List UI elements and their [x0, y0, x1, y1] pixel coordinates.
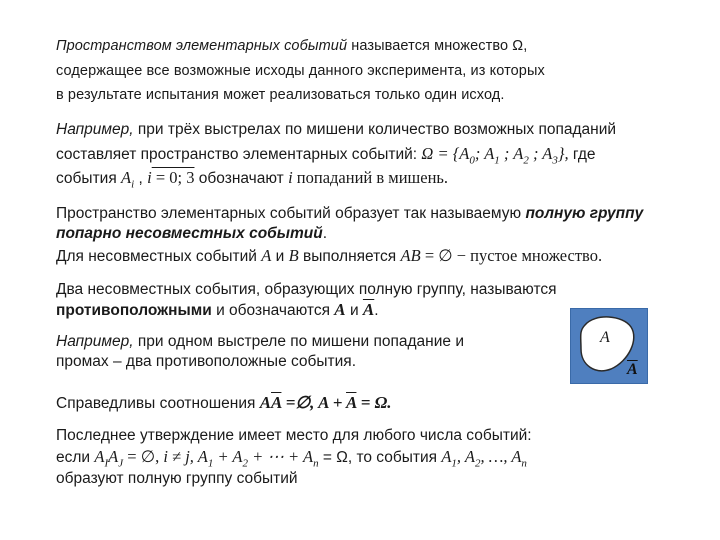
opposite-line-2: противоположными и обозначаются A и $\overline{A}$. — [56, 300, 379, 319]
intro-line-1 — [56, 35, 527, 57]
example2-line-1: Например, при одном выстреле по мишени попадание и — [56, 333, 464, 350]
example1-line-2-text: составляет пространство элементарных событий: — [56, 146, 418, 163]
full-group-line-3: Для несовместных событий A и B выполняется AB = ∅ − пустое множество. — [56, 246, 603, 265]
venn-diagram — [570, 308, 648, 384]
last-line-1: Последнее утверждение имеет место для любого числа событий: — [56, 427, 532, 444]
empty-set-text: = ∅ − пустое множество. — [420, 246, 603, 265]
example1-line-1 — [56, 120, 616, 140]
opposite-term: противоположными — [56, 302, 212, 319]
example2-line-2: промах – два противоположные события. — [56, 353, 357, 370]
intro-line-3: в результате испытания может реализоваться только один исход. — [56, 87, 505, 103]
example1-line-2 — [56, 144, 596, 170]
relation-formula-1: $A\overline{A}$ — [259, 393, 282, 412]
hits-text: попаданий в мишень. — [292, 168, 449, 187]
event-a-bar: $\overline{A}$ — [362, 300, 375, 319]
opposite-line-1: Два несовместных события, образующих полную группу, называются — [56, 281, 557, 298]
intro-line-2: содержащее все возможные исходы данного эксперимента, из которых — [56, 63, 545, 79]
intro-line-1-rest: называется множество Ω, — [347, 38, 528, 54]
example1-line-3: события $A_i$ , i = 0; 3 обозначают i попаданий в мишень. — [56, 168, 449, 191]
omega-set-formula: $\Omega = \{A_0$; $A_1$ ; $A_2$ ; $A_3$}, — [421, 144, 569, 167]
events-list: $A_1$, $A_2$, …, $A_n$ — [441, 447, 527, 470]
sum-formula: $A_1 + A_2$ + ⋯ + $A_n$ — [193, 447, 319, 470]
full-group-term: полную группу — [525, 205, 644, 222]
full-group-line-2: попарно несовместных событий. — [56, 225, 328, 242]
ab-product: AB — [400, 246, 421, 265]
last-line-3: образуют полную группу событий — [56, 470, 298, 487]
venn-label-a: A — [600, 329, 610, 346]
intro-term: Пространством элементарных событий — [56, 38, 348, 54]
product-ai-aj: $A_IA_J$ — [94, 447, 124, 470]
event-ai: $A_i$ — [121, 168, 135, 191]
venn-label-a-bar: $\overline{A}$ — [627, 361, 638, 378]
full-group-line-1: Пространство элементарных событий образует так называемую полную группу — [56, 205, 644, 222]
last-line-2: если $A_IA_J$ = ∅, i ≠ j, $A_1 + A_2$ + ⋯ + $A_n = \Omega$, то события $A_1$, $A_2$, …, $A_n$ — [56, 447, 527, 470]
relations-line: Справедливы соотношения $A\overline{A}$ =∅, $A + \overline{A} = \Omega$. — [56, 393, 392, 412]
index-condition: i ≠ j, — [163, 447, 194, 466]
index-i: i — [147, 168, 152, 187]
example1-line-1-rest: при трёх выстрелах по мишени количество возможных попаданий — [133, 121, 617, 138]
pairwise-incompatible-term: попарно несовместных событий — [56, 225, 323, 242]
relation-formula-2: $A + \overline{A} = \Omega$. — [318, 393, 392, 412]
example1-label: Например, — [56, 121, 134, 138]
event-a: A — [334, 300, 346, 319]
index-range: = 0; 3 — [151, 168, 195, 187]
example1-line-2-tail: где — [568, 146, 596, 163]
example2-label: Например, — [56, 333, 134, 350]
